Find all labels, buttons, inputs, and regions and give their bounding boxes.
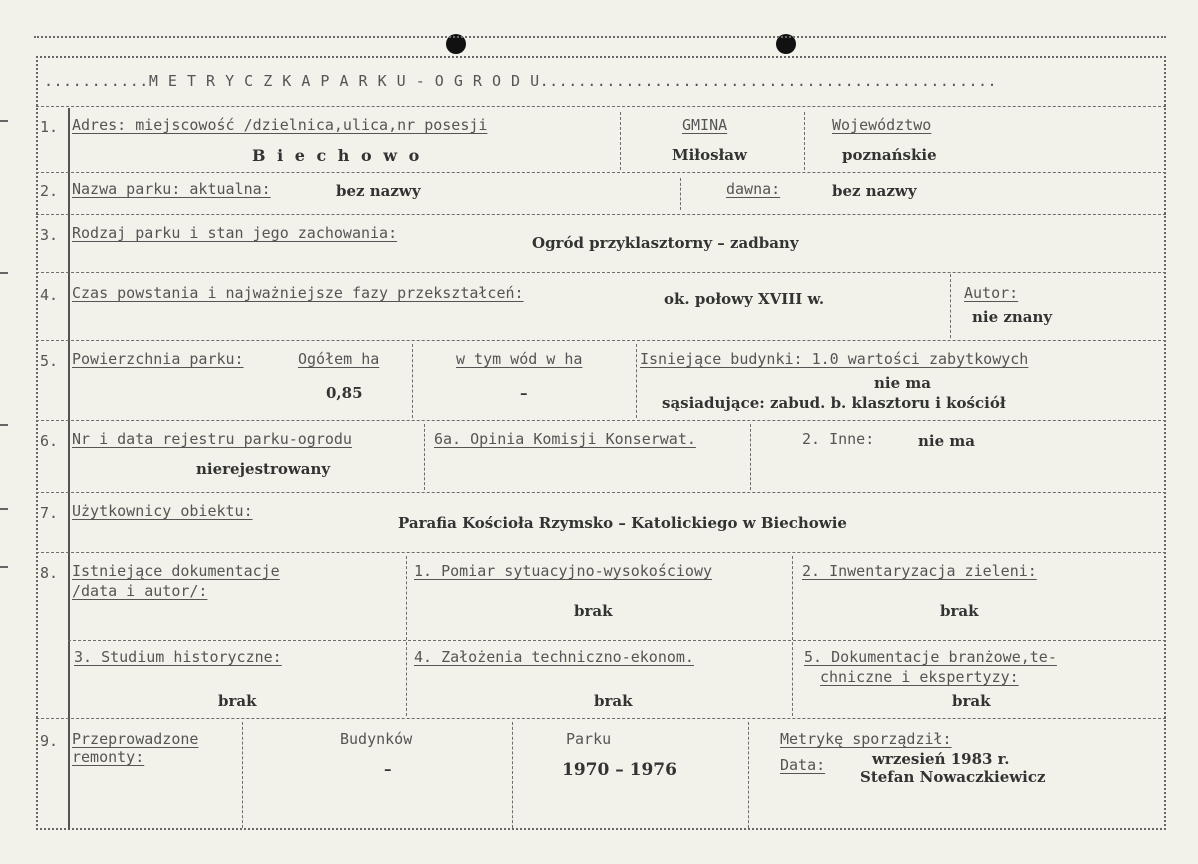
row-number: 9.: [40, 732, 59, 750]
survey-label: 1. Pomiar sytuacyjno-wysokościowy: [414, 562, 713, 580]
date-value: wrzesień 1983 r.: [872, 750, 1010, 768]
buildings-label: Isniejące budynki: 1.0 wartości zabytkowych: [640, 350, 1029, 368]
col-divider: [748, 722, 749, 828]
row-number: 1.: [40, 118, 59, 136]
docs-sublabel: /data i autor/:: [72, 582, 208, 600]
row-number: 2.: [40, 182, 59, 200]
edge-mark: [0, 566, 8, 568]
row-separator: [68, 640, 1166, 641]
repairs-sublabel: remonty:: [72, 748, 145, 766]
park-name-label: Nazwa parku: aktualna:: [72, 180, 271, 198]
history-study-label: 3. Studium historyczne:: [74, 648, 282, 666]
buildings-repairs-value: –: [384, 760, 392, 778]
survey-value: brak: [574, 602, 613, 620]
edge-mark: [0, 508, 8, 510]
park-repairs-label: Parku: [566, 730, 612, 748]
users-label: Użytkownicy obiektu:: [72, 502, 253, 520]
col-divider: [636, 344, 637, 418]
col-divider: [512, 722, 513, 828]
prepared-by-value: Stefan Nowaczkiewicz: [860, 768, 1046, 786]
row-separator: [36, 340, 1166, 341]
top-dotted-line: [34, 36, 1166, 38]
history-study-value: brak: [218, 692, 257, 710]
row-number: 6.: [40, 432, 59, 450]
water-area-label: w tym wód w ha: [456, 350, 583, 368]
prepared-by-label: Metrykę sporządził:: [780, 730, 952, 748]
technical-label: 4. Założenia techniczno-ekonom.: [414, 648, 694, 666]
col-divider: [950, 274, 951, 338]
technical-value: brak: [594, 692, 633, 710]
area-label: Powierzchnia parku:: [72, 350, 244, 368]
greenery-value: brak: [940, 602, 979, 620]
buildings-neighbors-value: sąsiadujące: zabud. b. klasztoru i kościół: [662, 394, 1006, 412]
address-label: Adres: miejscowość /dzielnica,ulica,nr posesji: [72, 116, 488, 134]
park-type-value: Ogród przyklasztorny – zadbany: [532, 234, 799, 252]
row-number: 7.: [40, 504, 59, 522]
col-divider: [804, 112, 805, 170]
other-value: nie ma: [918, 432, 975, 450]
row-number: 3.: [40, 226, 59, 244]
users-value: Parafia Kościoła Rzymsko – Katolickiego w Biechowie: [398, 514, 847, 532]
col-divider: [680, 178, 681, 210]
col-divider: [792, 556, 793, 716]
voivodeship-value: poznańskie: [842, 146, 937, 164]
edge-mark: [0, 120, 8, 122]
register-value: nierejestrowany: [196, 460, 331, 478]
row-separator: [36, 172, 1166, 173]
former-name-value: bez nazwy: [832, 182, 917, 200]
gmina-value: Miłosław: [672, 146, 747, 164]
row-number: 5.: [40, 352, 59, 370]
total-area-value: 0,85: [326, 384, 363, 402]
park-repairs-value: 1970 – 1976: [562, 760, 677, 780]
park-name-value: bez nazwy: [336, 182, 421, 200]
buildings-value: nie ma: [874, 374, 931, 392]
col-divider: [242, 722, 243, 828]
row-separator: [36, 718, 1166, 719]
edge-mark: [0, 272, 8, 274]
card-title: ...........M E T R Y C Z K A P A R K U - O G R O D U................................................: [44, 72, 998, 90]
number-column-divider: [68, 108, 70, 830]
row-separator: [36, 492, 1166, 493]
water-area-value: –: [520, 384, 528, 402]
col-divider: [424, 424, 425, 490]
col-divider: [620, 112, 621, 170]
gmina-label: GMINA: [682, 116, 728, 134]
expertise-value: brak: [952, 692, 991, 710]
greenery-label: 2. Inwentaryzacja zieleni:: [802, 562, 1037, 580]
col-divider: [412, 344, 413, 418]
expertise-sublabel: chniczne i ekspertyzy:: [820, 668, 1019, 686]
col-divider: [406, 556, 407, 716]
expertise-label: 5. Dokumentacje branżowe,te-: [804, 648, 1057, 666]
other-label: 2. Inne:: [802, 430, 875, 448]
opinion-label: 6a. Opinia Komisji Konserwat.: [434, 430, 696, 448]
author-label: Autor:: [964, 284, 1019, 302]
voivodeship-label: Województwo: [832, 116, 932, 134]
buildings-repairs-label: Budynków: [340, 730, 413, 748]
row-number: 8.: [40, 564, 59, 582]
row-separator: [36, 272, 1166, 273]
origin-value: ok. połowy XVIII w.: [664, 290, 825, 308]
row-separator: [36, 106, 1166, 107]
date-label: Data:: [780, 756, 826, 774]
former-name-label: dawna:: [726, 180, 781, 198]
register-label: Nr i data rejestru parku-ogrodu: [72, 430, 352, 448]
author-value: nie znany: [972, 308, 1053, 326]
park-type-label: Rodzaj parku i stan jego zachowania:: [72, 224, 398, 242]
row-separator: [36, 552, 1166, 553]
total-area-label: Ogółem ha: [298, 350, 380, 368]
docs-label: Istniejące dokumentacje: [72, 562, 280, 580]
row-separator: [36, 214, 1166, 215]
col-divider: [750, 424, 751, 490]
address-value: B i e c h o w o: [252, 146, 423, 165]
repairs-label: Przeprowadzone: [72, 730, 199, 748]
row-separator: [36, 420, 1166, 421]
origin-label: Czas powstania i najważniejsze fazy przekształceń:: [72, 284, 524, 302]
edge-mark: [0, 424, 8, 426]
row-number: 4.: [40, 286, 59, 304]
